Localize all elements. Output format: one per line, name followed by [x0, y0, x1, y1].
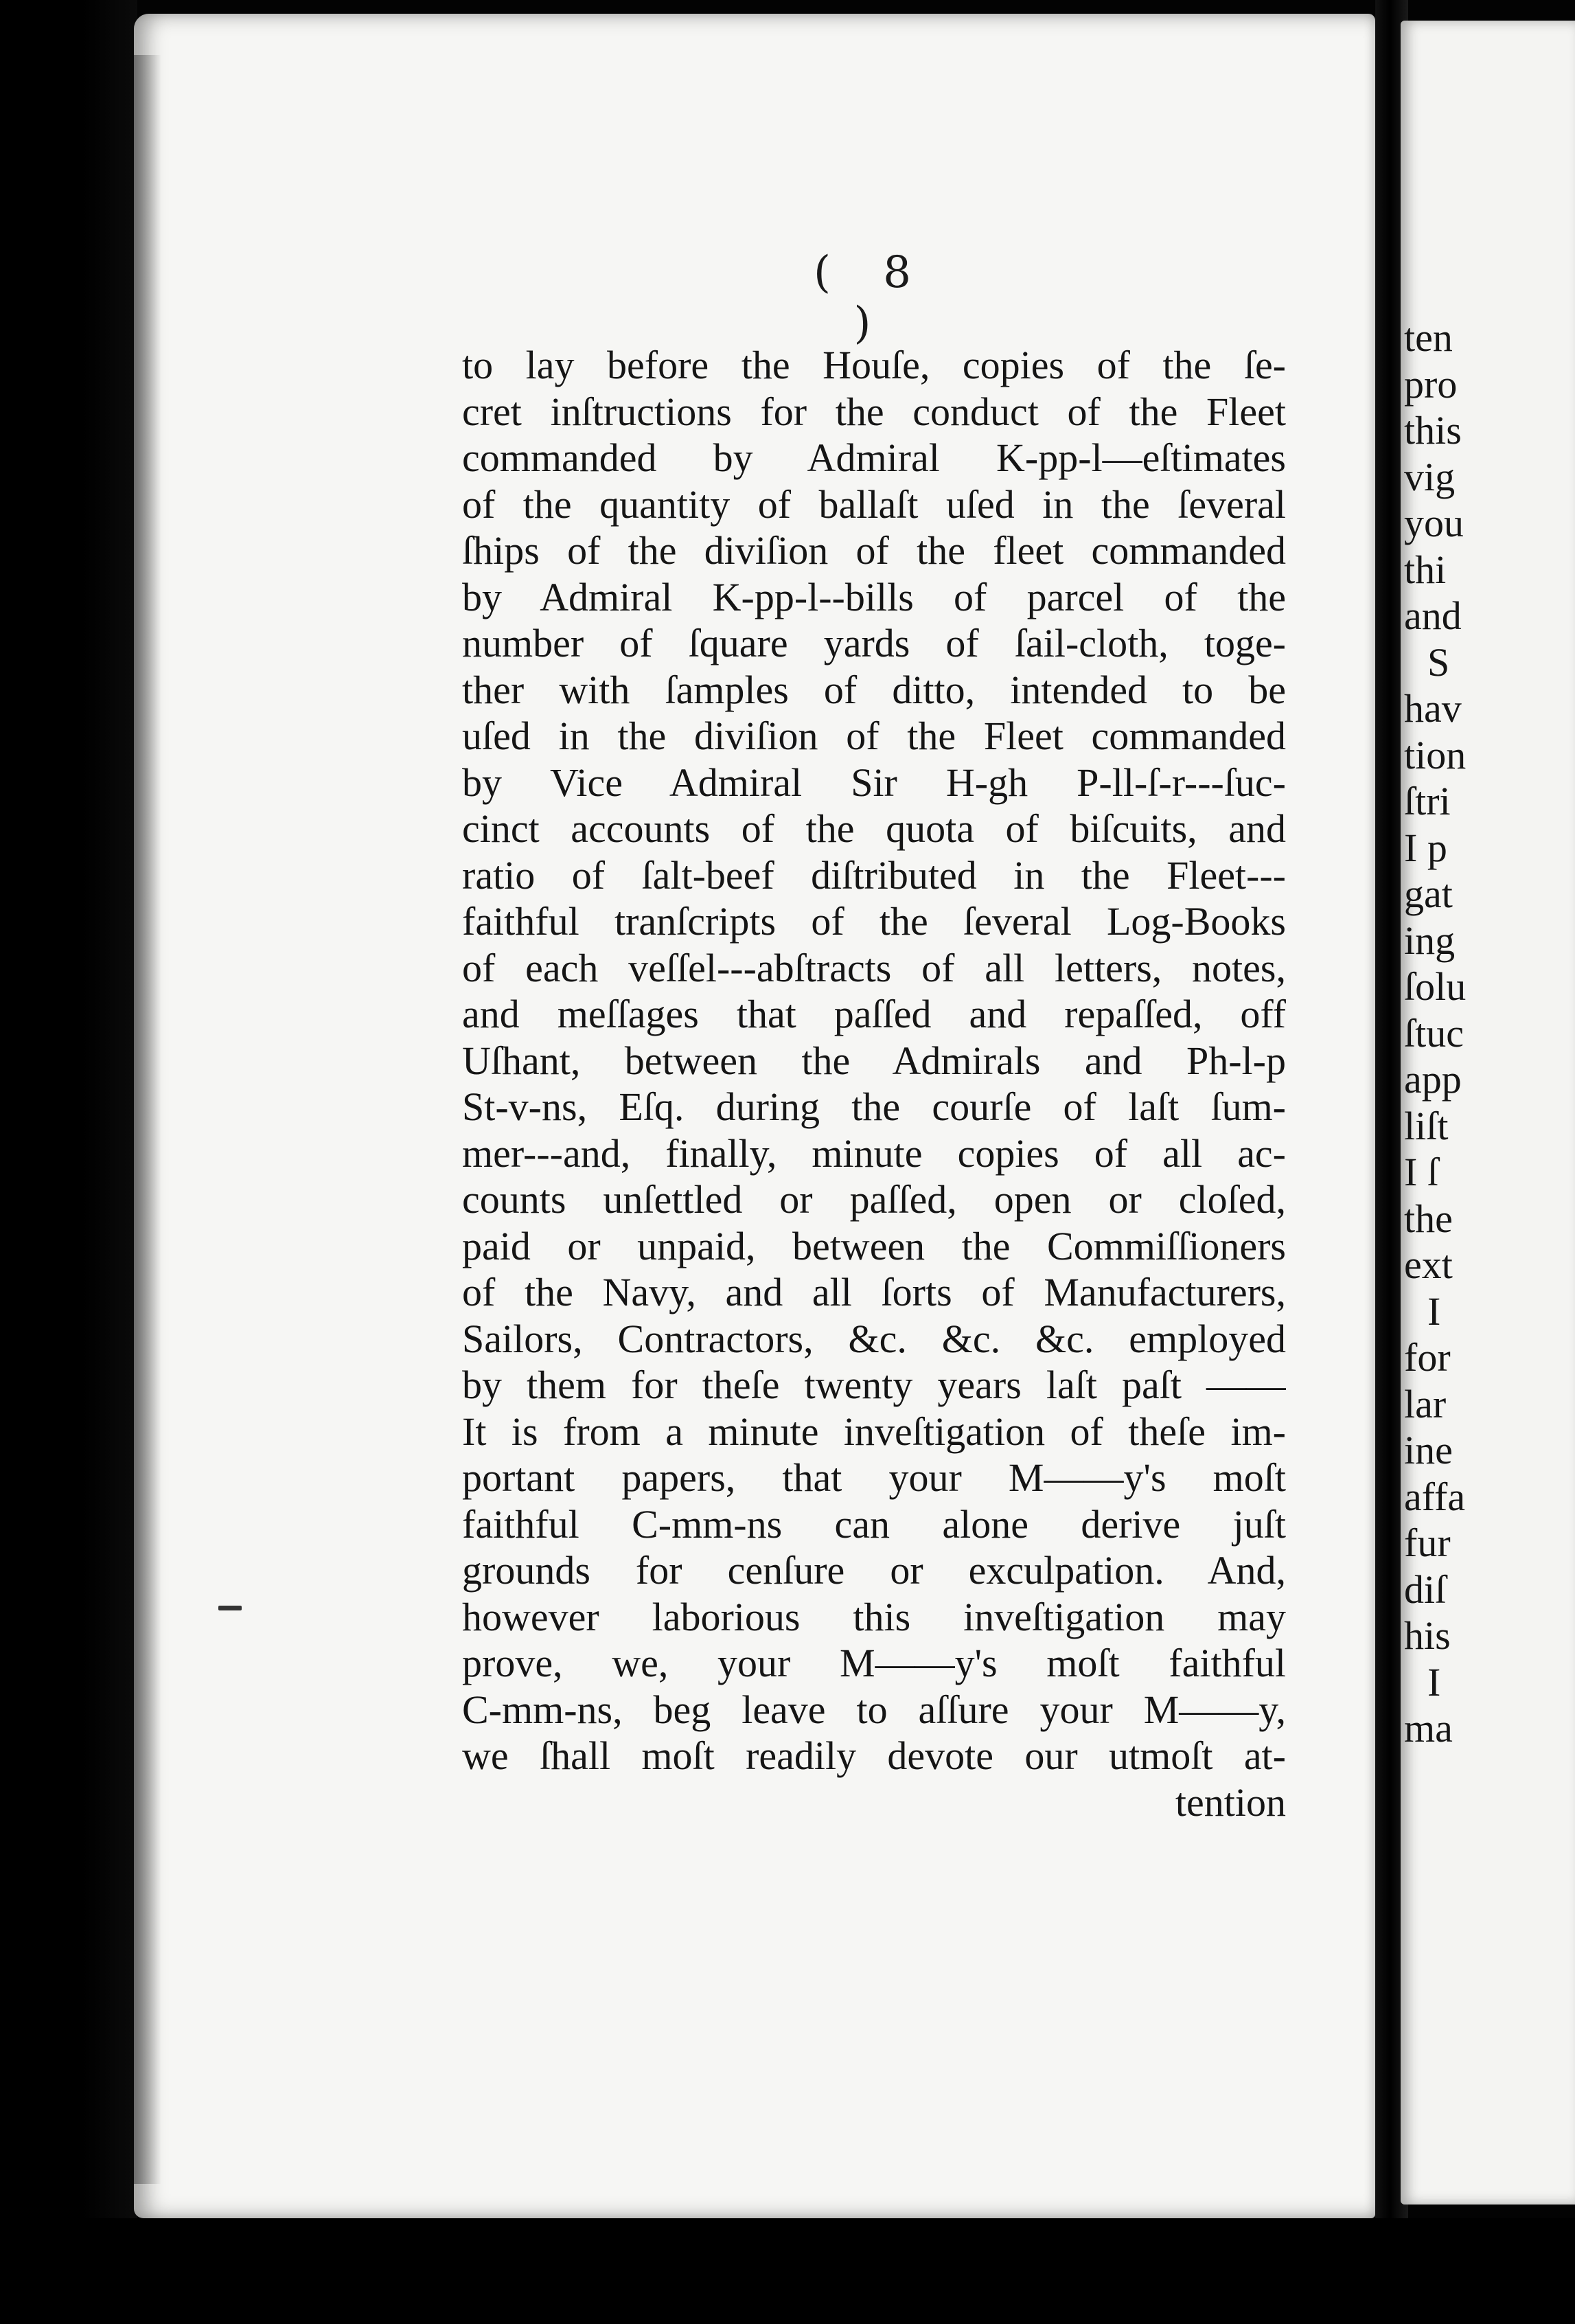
next-page-line: and: [1404, 593, 1462, 638]
scan-left-border: [0, 0, 137, 2324]
text-line: uſed in the diviſion of the Fleet commanded: [462, 714, 1286, 758]
next-page-line: this: [1404, 408, 1462, 453]
next-page-line: tion: [1404, 732, 1467, 777]
text-line: Uſhant, between the Admirals and Ph-l-p: [462, 1038, 1286, 1083]
next-page-line: you: [1404, 501, 1464, 545]
text-line: cinct accounts of the quota of biſcuits, and: [462, 806, 1286, 851]
next-page-line: ext: [1404, 1242, 1453, 1287]
next-page-line: fur: [1404, 1520, 1451, 1565]
next-page-line: affa: [1404, 1474, 1466, 1519]
text-line: ther with ſamples of ditto, intended to be: [462, 667, 1286, 712]
next-page-line: vig: [1404, 454, 1456, 499]
text-line: by them for theſe twenty years laſt paſt ——: [462, 1363, 1286, 1407]
next-page-line: ſtuc: [1404, 1010, 1464, 1056]
text-line: paid or unpaid, between the Commiſſioners: [462, 1223, 1286, 1268]
next-page-text-fragment: [1404, 315, 1575, 1752]
next-page-line: ing: [1404, 918, 1456, 963]
text-line: by Vice Admiral Sir H-gh P-ll-ſ-r---ſuc-: [462, 760, 1286, 805]
text-line: however laborious this inveſtigation may: [462, 1594, 1286, 1639]
page-text-block: [462, 342, 1286, 1825]
next-page-line: liſt: [1404, 1103, 1449, 1148]
next-page-line: ten: [1404, 315, 1453, 360]
next-page-line: ſolu: [1404, 964, 1467, 1009]
text-line: It is from a minute inveſtigation of theſe im-: [462, 1409, 1286, 1454]
text-line: C-mm-ns, beg leave to aſſure your M——y,: [462, 1687, 1286, 1732]
text-line: portant papers, that your M——y's moſt: [462, 1455, 1286, 1500]
next-page-line: for: [1404, 1335, 1451, 1380]
text-line: commanded by Admiral K-pp-l—eſtimates: [462, 435, 1286, 480]
next-page-line: hav: [1404, 686, 1462, 731]
next-page-line: ine: [1404, 1428, 1453, 1472]
next-page-line: pro: [1404, 361, 1458, 407]
next-page-line: I: [1427, 1659, 1441, 1705]
text-line: to lay before the Houſe, copies of the ſe-: [462, 343, 1286, 387]
ink-speck: [218, 1606, 242, 1610]
text-line: St-v-ns, Eſq. during the courſe of laſt ſum-: [462, 1084, 1286, 1129]
next-page-line: app: [1404, 1057, 1462, 1102]
catchword: tention: [1175, 1779, 1286, 1825]
next-page-line: ſtri: [1404, 779, 1451, 823]
text-line: prove, we, your M——y's moſt faithful: [462, 1641, 1286, 1685]
next-page-line: lar: [1404, 1381, 1447, 1426]
next-page-line: I: [1427, 1288, 1441, 1334]
next-page-line: S: [1427, 639, 1450, 685]
next-page-line: his: [1404, 1613, 1451, 1658]
text-line: cret inſtructions for the conduct of the Fleet: [462, 389, 1286, 434]
scan-bottom-border: [0, 2218, 1575, 2324]
text-line: of each veſſel---abſtracts of all letters, notes,: [462, 945, 1286, 990]
next-page-line: gat: [1404, 872, 1453, 916]
page-number: ( 8 ): [813, 247, 931, 349]
next-page-line: thi: [1404, 547, 1447, 592]
text-line: number of ſquare yards of ſail-cloth, toge-: [462, 621, 1286, 665]
next-page-line: ma: [1404, 1706, 1453, 1751]
next-page-line: the: [1404, 1196, 1453, 1241]
text-line: faithful tranſcripts of the ſeveral Log-Books: [462, 899, 1286, 944]
next-page-line: I p: [1404, 825, 1447, 870]
text-line: and meſſages that paſſed and repaſſed, off: [462, 992, 1286, 1036]
text-line: by Admiral K-pp-l--bills of parcel of the: [462, 574, 1286, 619]
next-page-line: diſ: [1404, 1567, 1447, 1612]
text-line: ſhips of the diviſion of the fleet commanded: [462, 528, 1286, 573]
text-line: ratio of ſalt-beef diſtributed in the Fleet---: [462, 852, 1286, 898]
text-line: of the Navy, and all ſorts of Manufacturers,: [462, 1270, 1286, 1314]
text-line: counts unſettled or paſſed, open or cloſed,: [462, 1177, 1286, 1222]
text-line: Sailors, Contractors, &c. &c. &c. employed: [462, 1316, 1286, 1361]
text-line: grounds for cenſure or exculpation. And,: [462, 1548, 1286, 1593]
text-line: of the quantity of ballaſt uſed in the ſeveral: [462, 481, 1286, 527]
text-line: mer---and, finally, minute copies of all ac-: [462, 1130, 1286, 1176]
text-line: we ſhall moſt readily devote our utmoſt at-: [462, 1733, 1286, 1778]
text-line: faithful C-mm-ns can alone derive juſt: [462, 1501, 1286, 1547]
next-page-line: I ſ: [1404, 1150, 1438, 1194]
